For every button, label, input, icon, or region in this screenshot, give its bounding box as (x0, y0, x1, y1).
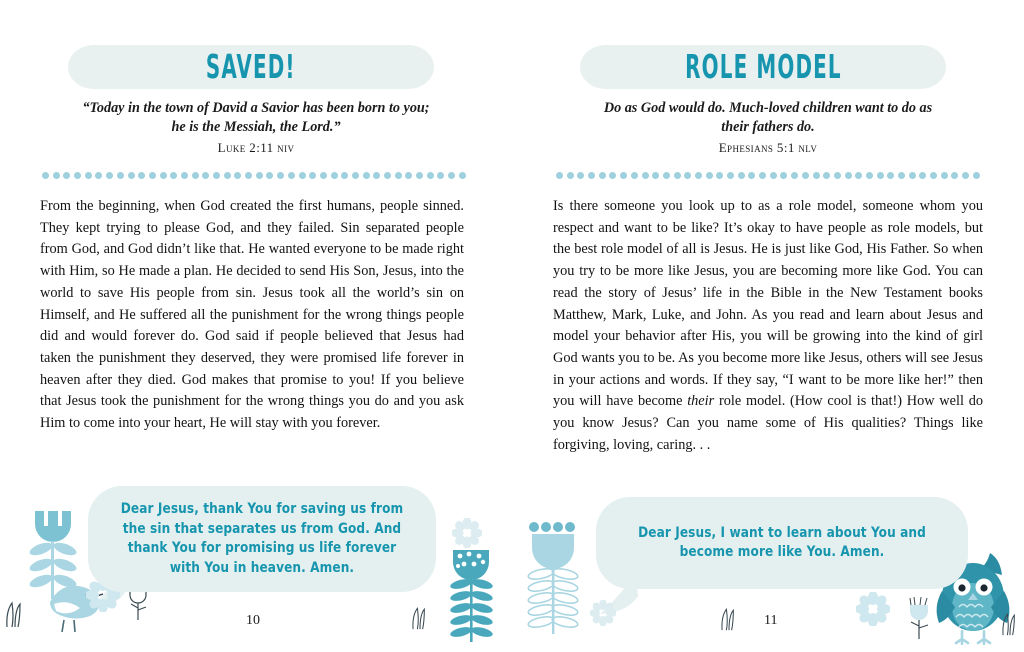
light-tulip-icon (524, 532, 582, 636)
right-body-emphasis: their (687, 393, 715, 410)
dotted-tulip-icon (448, 548, 494, 644)
daisy-flower-icon (590, 600, 616, 626)
left-body-text (40, 196, 464, 435)
right-body-text (553, 196, 983, 456)
right-body-part1: Is there someone you look up to as a role model, someone whom you respect and want to be like? It’s okay to have people as role models, but the best role model of all is Jesus. He is just like God, His Father. So when you try to be more like Jesus, you are becoming more like God. You can read the story of Jesus’ life in the Bible in the New Testament books Matthew, Mark, Luke, and John. As you read and learn about Jesus and model your behavior after His, you will be growing into the kind of girl God wants you to be. As you become more like Jesus, others will see Jesus in your actions and words. If they say, “I want to be more like her!” then you will have become (553, 198, 983, 410)
left-prayer-bubble (88, 486, 436, 592)
right-scripture-reference: Ephesians 5:1 nlv (718, 140, 818, 155)
left-title-banner (68, 45, 434, 89)
left-scripture-verse: “Today in the town of David a Savior has been born to you; he is the Messiah, the Lord.” (82, 100, 430, 135)
right-body-part2: role model. (How cool is that!) How well do you know Jesus? Can you name some of His qualities? Things like forgiving, loving, caring. . . (553, 393, 983, 453)
right-scripture-verse: Do as God would do. Much-loved children want to do as their fathers do. (603, 100, 933, 135)
daisy-flower-icon (452, 518, 482, 548)
right-prayer-bubble (596, 497, 968, 589)
left-scripture-reference: Luke 2:11 niv (217, 140, 295, 155)
right-scripture-block (592, 99, 944, 156)
left-dotted-divider (42, 172, 466, 179)
right-title-banner (580, 45, 946, 89)
right-prayer-text: Dear Jesus, I want to learn about You and become more like You. Amen. (638, 524, 926, 560)
left-prayer-text: Dear Jesus, thank You for saving us from the sin that separates us from God. And thank You for promising us life forever with You in heaven. Amen. (120, 501, 404, 576)
grass-sketch-icon (2, 598, 28, 628)
right-body-paragraph (553, 196, 983, 456)
left-body-paragraph: From the beginning, when God created the first humans, people sinned. They kept trying to please God, and they failed. Sin separated people from God, and God didn’t like that. He wanted everyone to be made right with Him, so He made a plan. He decided to send His Son, Jesus, into the world to save His people from sin. Jesus took all the world’s sin on Himself, and He suffered all the punishment for the wrong things people did and would forever do. God said if people believed that Jesus had taken the punishment they deserved, they were promised life forever in heaven after they died. God makes that promise to you! If you believe that Jesus took the punishment for the wrong things you do and you ask Him to come into your heart, He will stay with you forever. (40, 198, 464, 432)
right-page-title: ROLE MODEL (684, 48, 842, 86)
grass-sketch-icon (717, 605, 741, 631)
daisy-flower-icon (856, 592, 890, 626)
grass-sketch-icon (408, 604, 432, 630)
left-page-title: SAVED! (206, 48, 296, 86)
grass-sketch-icon (998, 610, 1022, 636)
left-page-number: 10 (246, 613, 260, 628)
right-page-number: 11 (764, 613, 778, 628)
right-dotted-divider (556, 172, 980, 179)
right-page (512, 0, 1024, 652)
left-scripture-block (80, 99, 432, 156)
